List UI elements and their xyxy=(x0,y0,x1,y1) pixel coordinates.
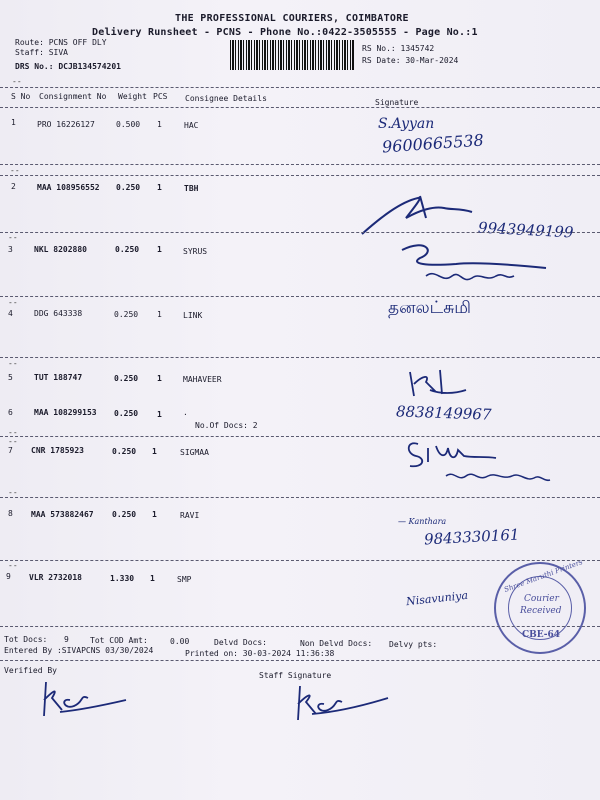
signature-scribble xyxy=(404,438,564,490)
header-divider xyxy=(0,87,600,88)
row-consignee: . xyxy=(183,408,188,417)
row-pcs: 1 xyxy=(150,574,155,583)
row-pcs: 1 xyxy=(157,183,162,192)
entered-by: Entered By :SIVAPCNS 03/30/2024 xyxy=(4,646,154,655)
row-weight: 1.330 xyxy=(110,574,135,583)
tot-cod-label: Tot COD Amt: xyxy=(90,636,148,645)
row-consignee: TBH xyxy=(184,184,199,193)
row-sno: 2 xyxy=(11,182,16,191)
row-weight: 0.250 xyxy=(116,183,141,192)
row-divider xyxy=(0,164,600,165)
row-consignment: VLR 2732018 xyxy=(29,573,82,582)
tick-mark: -- xyxy=(8,561,18,570)
row-consignment: MAA 108299153 xyxy=(34,408,97,417)
route-label: Route: PCNS OFF DLY xyxy=(15,38,107,47)
runsheet-title: Delivery Runsheet - PCNS - Phone No.:0422-3505555 - Page No.:1 xyxy=(92,27,478,38)
handwritten-name: Nisavuniya xyxy=(405,588,469,609)
handwritten-name: தனலட்சுமி xyxy=(388,298,472,318)
col-sno: S No xyxy=(11,92,31,101)
verified-signature xyxy=(40,680,130,720)
row-divider xyxy=(0,296,600,297)
row-weight: 0.250 xyxy=(114,409,139,418)
col-signature: Signature xyxy=(375,98,419,107)
row-consignee: RAVI xyxy=(180,511,200,520)
totals-divider xyxy=(0,626,600,627)
row-consignee: HAC xyxy=(184,121,199,130)
signature-scribble xyxy=(360,188,480,238)
row-sno: 9 xyxy=(6,572,11,581)
row-sno: 1 xyxy=(11,118,16,127)
row-divider xyxy=(0,232,600,233)
row-consignment: PRO 16226127 xyxy=(37,120,95,129)
signature-scribble xyxy=(396,238,556,290)
row-pcs: 1 xyxy=(157,374,162,383)
rs-date: RS Date: 30-Mar-2024 xyxy=(362,56,459,65)
tick-mark: -- xyxy=(8,428,18,437)
row-weight: 0.250 xyxy=(115,245,140,254)
col-weight: Weight xyxy=(118,92,147,101)
row-note: No.Of Docs: 2 xyxy=(195,421,258,430)
non-delvd-docs: Non Delvd Docs: xyxy=(300,639,373,648)
row-weight: 0.250 xyxy=(112,510,137,519)
drs-number: DRS No.: DCJB134574201 xyxy=(15,62,121,71)
tick-mark: -- xyxy=(8,488,18,497)
handwritten-phone: 9600665538 xyxy=(381,130,485,157)
row-divider xyxy=(0,357,600,358)
row-weight: 0.250 xyxy=(114,310,139,319)
row-divider xyxy=(0,175,600,176)
row-pcs: 1 xyxy=(152,510,157,519)
row-pcs: 1 xyxy=(157,310,162,319)
barcode xyxy=(230,40,355,70)
stamp-mid-text-2: Received xyxy=(520,606,562,616)
handwritten-phone: 9843330161 xyxy=(423,525,520,549)
row-sno: 4 xyxy=(8,309,13,318)
delvy-pts: Delvy pts: xyxy=(389,640,438,649)
row-consignment: MAA 108956552 xyxy=(37,183,100,192)
col-consignee: Consignee Details xyxy=(185,94,267,103)
col-consignment: Consignment No xyxy=(39,92,107,101)
printed-on: Printed on: 30-03-2024 11:36:38 xyxy=(185,649,335,658)
row-consignment: MAA 573882467 xyxy=(31,510,94,519)
row-pcs: 1 xyxy=(157,410,162,419)
handwritten-name: S.Ayyan xyxy=(378,116,435,132)
tick-mark: -- xyxy=(8,359,18,368)
verified-by-label: Verified By xyxy=(4,666,57,675)
rs-number: RS No.: 1345742 xyxy=(362,44,435,53)
tot-docs-label: Tot Docs: xyxy=(4,635,48,644)
row-divider xyxy=(0,560,600,561)
row-sno: 6 xyxy=(8,408,13,417)
row-weight: 0.500 xyxy=(116,120,141,129)
staff-label: Staff: SIVA xyxy=(15,48,68,57)
row-consignment: NKL 8202880 xyxy=(34,245,87,254)
tick-mark: -- xyxy=(8,437,18,446)
tick-mark: -- xyxy=(10,166,20,175)
row-consignee: MAHAVEER xyxy=(183,375,222,384)
tick-mark: -- xyxy=(12,77,22,86)
row-sno: 3 xyxy=(8,245,13,254)
row-consignee: SYRUS xyxy=(183,247,208,256)
tot-docs-value: 9 xyxy=(64,635,69,644)
row-pcs: 1 xyxy=(157,245,162,254)
signature-scribble xyxy=(400,368,470,400)
row-weight: 0.250 xyxy=(112,447,137,456)
column-divider xyxy=(0,107,600,108)
tick-mark: -- xyxy=(8,233,18,242)
row-sno: 8 xyxy=(8,509,13,518)
row-pcs: 1 xyxy=(152,447,157,456)
staff-signature xyxy=(292,684,392,724)
staff-signature-label: Staff Signature xyxy=(259,671,332,680)
row-consignee: SIGMAA xyxy=(180,448,209,457)
row-consignment: DDG 643338 xyxy=(34,309,83,318)
row-consignee: LINK xyxy=(183,311,203,320)
row-consignment: TUT 188747 xyxy=(34,373,83,382)
row-weight: 0.250 xyxy=(114,374,139,383)
col-pcs: PCS xyxy=(153,92,168,101)
delvd-docs: Delvd Docs: xyxy=(214,638,267,647)
handwritten-phone: 9943949199 xyxy=(477,218,574,242)
tot-cod-value: 0.00 xyxy=(170,637,190,646)
row-consignment: CNR 1785923 xyxy=(31,446,84,455)
tick-mark: -- xyxy=(8,298,18,307)
courier-stamp xyxy=(494,558,586,654)
row-divider xyxy=(0,436,600,437)
stamp-mid-text: Courier xyxy=(524,594,559,604)
stamp-bottom-text: CBE-64 xyxy=(522,630,561,640)
row-sno: 7 xyxy=(8,446,13,455)
stamp-top-text: Shree Maruthi Printers xyxy=(503,558,584,594)
row-sno: 5 xyxy=(8,373,13,382)
totals-bottom-divider xyxy=(0,660,600,661)
row-consignee: SMP xyxy=(177,575,192,584)
company-title: THE PROFESSIONAL COURIERS, COIMBATORE xyxy=(175,13,409,24)
handwritten-phone: 8838149967 xyxy=(395,402,492,424)
handwritten-name: — Kanthara xyxy=(398,517,447,526)
row-pcs: 1 xyxy=(157,120,162,129)
row-divider xyxy=(0,497,600,498)
